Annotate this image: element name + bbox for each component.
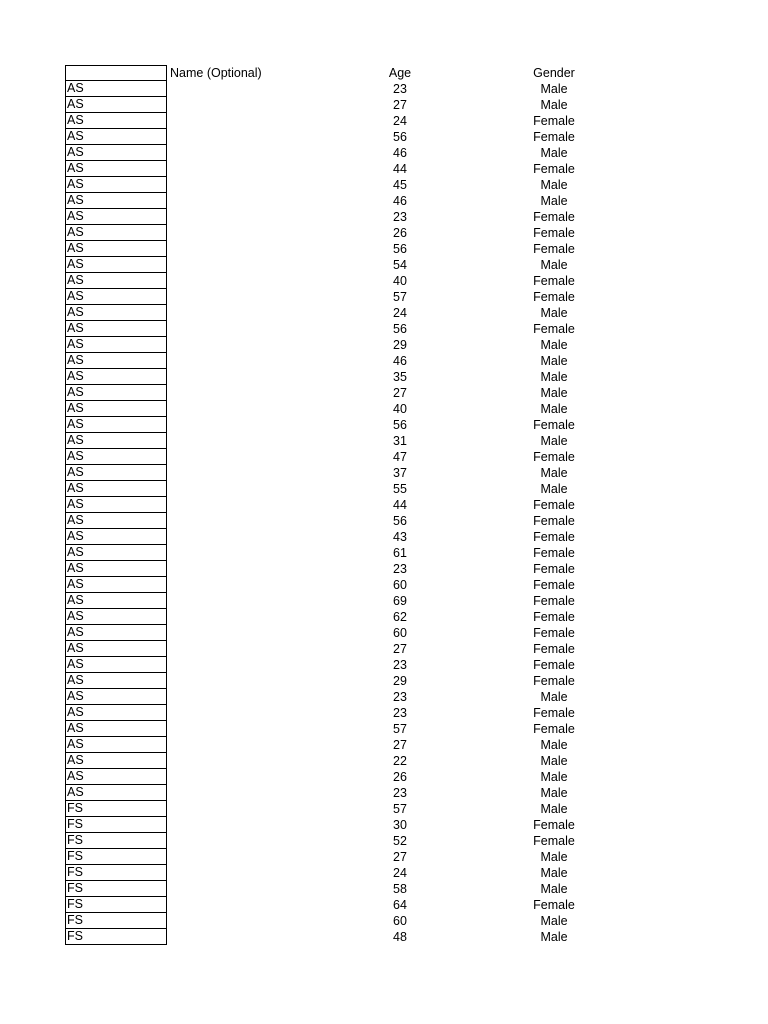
gender-cell: Female bbox=[533, 562, 575, 576]
gender-cell: Female bbox=[533, 162, 575, 176]
age-cell: 23 bbox=[393, 562, 407, 576]
header-row bbox=[65, 65, 705, 81]
age-cell: 56 bbox=[393, 130, 407, 144]
table-row bbox=[65, 625, 705, 641]
gender-cell: Male bbox=[540, 354, 568, 368]
age-cell: 47 bbox=[393, 450, 407, 464]
age-cell: 46 bbox=[393, 354, 407, 368]
table-row bbox=[65, 337, 705, 353]
code-cell[interactable]: AS bbox=[65, 97, 167, 113]
code-cell[interactable]: FS bbox=[65, 801, 167, 817]
code-cell[interactable]: AS bbox=[65, 145, 167, 161]
table-row bbox=[65, 817, 705, 833]
code-cell[interactable]: AS bbox=[65, 321, 167, 337]
code-cell[interactable]: AS bbox=[65, 177, 167, 193]
gender-cell: Female bbox=[533, 706, 575, 720]
table-row bbox=[65, 145, 705, 161]
gender-cell: Male bbox=[540, 194, 568, 208]
gender-cell: Female bbox=[533, 450, 575, 464]
code-cell[interactable]: AS bbox=[65, 353, 167, 369]
gender-cell: Male bbox=[540, 754, 568, 768]
gender-cell: Male bbox=[540, 338, 568, 352]
code-cell[interactable]: AS bbox=[65, 465, 167, 481]
table-row bbox=[65, 433, 705, 449]
age-cell: 22 bbox=[393, 754, 407, 768]
gender-cell: Female bbox=[533, 610, 575, 624]
table-row bbox=[65, 321, 705, 337]
gender-cell: Male bbox=[540, 306, 568, 320]
code-cell[interactable]: AS bbox=[65, 545, 167, 561]
gender-cell: Female bbox=[533, 818, 575, 832]
gender-cell: Male bbox=[540, 402, 568, 416]
age-cell: 26 bbox=[393, 226, 407, 240]
age-cell: 54 bbox=[393, 258, 407, 272]
code-cell[interactable]: AS bbox=[65, 193, 167, 209]
gender-cell: Male bbox=[540, 370, 568, 384]
age-cell: 23 bbox=[393, 690, 407, 704]
table-row bbox=[65, 257, 705, 273]
gender-cell: Male bbox=[540, 786, 568, 800]
table-row bbox=[65, 417, 705, 433]
gender-cell: Female bbox=[533, 674, 575, 688]
table-row bbox=[65, 481, 705, 497]
table-row bbox=[65, 401, 705, 417]
code-cell[interactable]: AS bbox=[65, 369, 167, 385]
age-cell: 57 bbox=[393, 722, 407, 736]
code-cell[interactable]: FS bbox=[65, 929, 167, 945]
age-cell: 69 bbox=[393, 594, 407, 608]
table-row bbox=[65, 929, 705, 945]
table-row bbox=[65, 369, 705, 385]
code-cell[interactable]: AS bbox=[65, 417, 167, 433]
code-cell[interactable]: AS bbox=[65, 257, 167, 273]
table-row bbox=[65, 641, 705, 657]
table-row bbox=[65, 513, 705, 529]
code-cell[interactable]: AS bbox=[65, 481, 167, 497]
gender-cell: Female bbox=[533, 834, 575, 848]
table-row bbox=[65, 881, 705, 897]
age-cell: 64 bbox=[393, 898, 407, 912]
table-row bbox=[65, 161, 705, 177]
table-row bbox=[65, 801, 705, 817]
table-row bbox=[65, 193, 705, 209]
age-cell: 30 bbox=[393, 818, 407, 832]
age-cell: 23 bbox=[393, 82, 407, 96]
age-cell: 43 bbox=[393, 530, 407, 544]
age-cell: 46 bbox=[393, 194, 407, 208]
gender-cell: Female bbox=[533, 626, 575, 640]
table-row bbox=[65, 897, 705, 913]
age-cell: 23 bbox=[393, 706, 407, 720]
code-cell[interactable]: AS bbox=[65, 513, 167, 529]
gender-cell: Female bbox=[533, 546, 575, 560]
age-cell: 57 bbox=[393, 290, 407, 304]
age-cell: 46 bbox=[393, 146, 407, 160]
code-cell[interactable]: AS bbox=[65, 497, 167, 513]
gender-cell: Male bbox=[540, 866, 568, 880]
gender-cell: Female bbox=[533, 226, 575, 240]
gender-cell: Female bbox=[533, 322, 575, 336]
age-cell: 31 bbox=[393, 434, 407, 448]
age-cell: 23 bbox=[393, 786, 407, 800]
gender-cell: Female bbox=[533, 594, 575, 608]
code-cell[interactable]: AS bbox=[65, 529, 167, 545]
gender-cell: Female bbox=[533, 530, 575, 544]
header-code-cell[interactable] bbox=[65, 65, 167, 81]
table-row bbox=[65, 385, 705, 401]
gender-cell: Male bbox=[540, 466, 568, 480]
age-cell: 37 bbox=[393, 466, 407, 480]
gender-cell: Female bbox=[533, 290, 575, 304]
age-cell: 58 bbox=[393, 882, 407, 896]
gender-cell: Male bbox=[540, 802, 568, 816]
code-cell[interactable]: AS bbox=[65, 673, 167, 689]
code-cell[interactable]: AS bbox=[65, 241, 167, 257]
code-cell[interactable]: AS bbox=[65, 593, 167, 609]
table-row bbox=[65, 81, 705, 97]
table-row bbox=[65, 657, 705, 673]
gender-cell: Female bbox=[533, 722, 575, 736]
code-cell[interactable]: AS bbox=[65, 401, 167, 417]
code-cell[interactable]: FS bbox=[65, 849, 167, 865]
code-cell[interactable]: AS bbox=[65, 721, 167, 737]
age-cell: 27 bbox=[393, 850, 407, 864]
table-row bbox=[65, 305, 705, 321]
gender-cell: Male bbox=[540, 882, 568, 896]
table-row bbox=[65, 497, 705, 513]
gender-cell: Male bbox=[540, 850, 568, 864]
table-row bbox=[65, 113, 705, 129]
gender-cell: Female bbox=[533, 498, 575, 512]
gender-cell: Female bbox=[533, 642, 575, 656]
gender-cell: Male bbox=[540, 146, 568, 160]
code-cell[interactable]: AS bbox=[65, 657, 167, 673]
code-cell[interactable]: AS bbox=[65, 273, 167, 289]
age-cell: 57 bbox=[393, 802, 407, 816]
table-row bbox=[65, 529, 705, 545]
code-cell[interactable]: AS bbox=[65, 161, 167, 177]
table-row bbox=[65, 913, 705, 929]
code-cell[interactable]: AS bbox=[65, 753, 167, 769]
table-row bbox=[65, 865, 705, 881]
gender-cell: Male bbox=[540, 914, 568, 928]
code-cell[interactable]: AS bbox=[65, 449, 167, 465]
table-row bbox=[65, 465, 705, 481]
header-gender: Gender bbox=[533, 66, 575, 80]
age-cell: 27 bbox=[393, 98, 407, 112]
code-cell[interactable]: AS bbox=[65, 785, 167, 801]
age-cell: 48 bbox=[393, 930, 407, 944]
table-row bbox=[65, 241, 705, 257]
gender-cell: Female bbox=[533, 578, 575, 592]
age-cell: 24 bbox=[393, 114, 407, 128]
table-row bbox=[65, 753, 705, 769]
gender-cell: Female bbox=[533, 130, 575, 144]
table-row bbox=[65, 545, 705, 561]
gender-cell: Male bbox=[540, 82, 568, 96]
gender-cell: Male bbox=[540, 434, 568, 448]
age-cell: 60 bbox=[393, 914, 407, 928]
gender-cell: Male bbox=[540, 482, 568, 496]
gender-cell: Female bbox=[533, 418, 575, 432]
age-cell: 27 bbox=[393, 642, 407, 656]
age-cell: 29 bbox=[393, 338, 407, 352]
code-cell[interactable]: AS bbox=[65, 129, 167, 145]
age-cell: 56 bbox=[393, 322, 407, 336]
age-cell: 55 bbox=[393, 482, 407, 496]
header-age: Age bbox=[388, 66, 412, 80]
table-row bbox=[65, 353, 705, 369]
code-cell[interactable]: AS bbox=[65, 385, 167, 401]
table-row bbox=[65, 561, 705, 577]
age-cell: 60 bbox=[393, 626, 407, 640]
age-cell: 40 bbox=[393, 402, 407, 416]
table-row bbox=[65, 849, 705, 865]
gender-cell: Male bbox=[540, 98, 568, 112]
code-cell[interactable]: AS bbox=[65, 689, 167, 705]
code-cell[interactable]: FS bbox=[65, 865, 167, 881]
table-body bbox=[65, 81, 705, 945]
gender-cell: Male bbox=[540, 738, 568, 752]
code-cell[interactable]: AS bbox=[65, 113, 167, 129]
code-cell[interactable]: AS bbox=[65, 289, 167, 305]
age-cell: 61 bbox=[393, 546, 407, 560]
code-cell[interactable]: AS bbox=[65, 225, 167, 241]
code-cell[interactable]: AS bbox=[65, 433, 167, 449]
table-row bbox=[65, 97, 705, 113]
age-cell: 26 bbox=[393, 770, 407, 784]
age-cell: 23 bbox=[393, 658, 407, 672]
code-cell[interactable]: AS bbox=[65, 209, 167, 225]
table-row bbox=[65, 609, 705, 625]
age-cell: 62 bbox=[393, 610, 407, 624]
table-row bbox=[65, 833, 705, 849]
age-cell: 24 bbox=[393, 306, 407, 320]
gender-cell: Male bbox=[540, 386, 568, 400]
code-cell[interactable]: AS bbox=[65, 577, 167, 593]
data-sheet bbox=[65, 65, 705, 945]
code-cell[interactable]: FS bbox=[65, 881, 167, 897]
age-cell: 27 bbox=[393, 738, 407, 752]
gender-cell: Female bbox=[533, 242, 575, 256]
code-cell[interactable]: AS bbox=[65, 641, 167, 657]
gender-cell: Female bbox=[533, 274, 575, 288]
code-cell[interactable]: AS bbox=[65, 705, 167, 721]
table-row bbox=[65, 721, 705, 737]
age-cell: 60 bbox=[393, 578, 407, 592]
table-row bbox=[65, 689, 705, 705]
table-row bbox=[65, 177, 705, 193]
gender-cell: Female bbox=[533, 114, 575, 128]
age-cell: 45 bbox=[393, 178, 407, 192]
code-cell[interactable]: AS bbox=[65, 609, 167, 625]
age-cell: 24 bbox=[393, 866, 407, 880]
gender-cell: Male bbox=[540, 690, 568, 704]
gender-cell: Female bbox=[533, 514, 575, 528]
age-cell: 52 bbox=[393, 834, 407, 848]
code-cell[interactable]: AS bbox=[65, 305, 167, 321]
gender-cell: Male bbox=[540, 930, 568, 944]
table-row bbox=[65, 705, 705, 721]
table-row bbox=[65, 593, 705, 609]
code-cell[interactable]: AS bbox=[65, 769, 167, 785]
table-row bbox=[65, 273, 705, 289]
gender-cell: Female bbox=[533, 210, 575, 224]
table-row bbox=[65, 209, 705, 225]
code-cell[interactable]: FS bbox=[65, 833, 167, 849]
code-cell[interactable]: FS bbox=[65, 913, 167, 929]
age-cell: 27 bbox=[393, 386, 407, 400]
table-row bbox=[65, 449, 705, 465]
age-cell: 56 bbox=[393, 242, 407, 256]
gender-cell: Male bbox=[540, 258, 568, 272]
code-cell[interactable]: AS bbox=[65, 625, 167, 641]
age-cell: 56 bbox=[393, 418, 407, 432]
code-cell[interactable]: AS bbox=[65, 561, 167, 577]
table-row bbox=[65, 785, 705, 801]
table-row bbox=[65, 225, 705, 241]
age-cell: 44 bbox=[393, 162, 407, 176]
age-cell: 35 bbox=[393, 370, 407, 384]
code-cell[interactable]: AS bbox=[65, 81, 167, 97]
age-cell: 40 bbox=[393, 274, 407, 288]
gender-cell: Male bbox=[540, 178, 568, 192]
table-row bbox=[65, 129, 705, 145]
code-cell[interactable]: FS bbox=[65, 897, 167, 913]
table-row bbox=[65, 673, 705, 689]
age-cell: 23 bbox=[393, 210, 407, 224]
table-row bbox=[65, 577, 705, 593]
gender-cell: Female bbox=[533, 658, 575, 672]
code-cell[interactable]: AS bbox=[65, 737, 167, 753]
table-row bbox=[65, 737, 705, 753]
gender-cell: Female bbox=[533, 898, 575, 912]
table-row bbox=[65, 289, 705, 305]
gender-cell: Male bbox=[540, 770, 568, 784]
age-cell: 56 bbox=[393, 514, 407, 528]
table-row bbox=[65, 769, 705, 785]
header-name: Name (Optional) bbox=[170, 66, 262, 80]
code-cell[interactable]: AS bbox=[65, 337, 167, 353]
age-cell: 44 bbox=[393, 498, 407, 512]
age-cell: 29 bbox=[393, 674, 407, 688]
code-cell[interactable]: FS bbox=[65, 817, 167, 833]
